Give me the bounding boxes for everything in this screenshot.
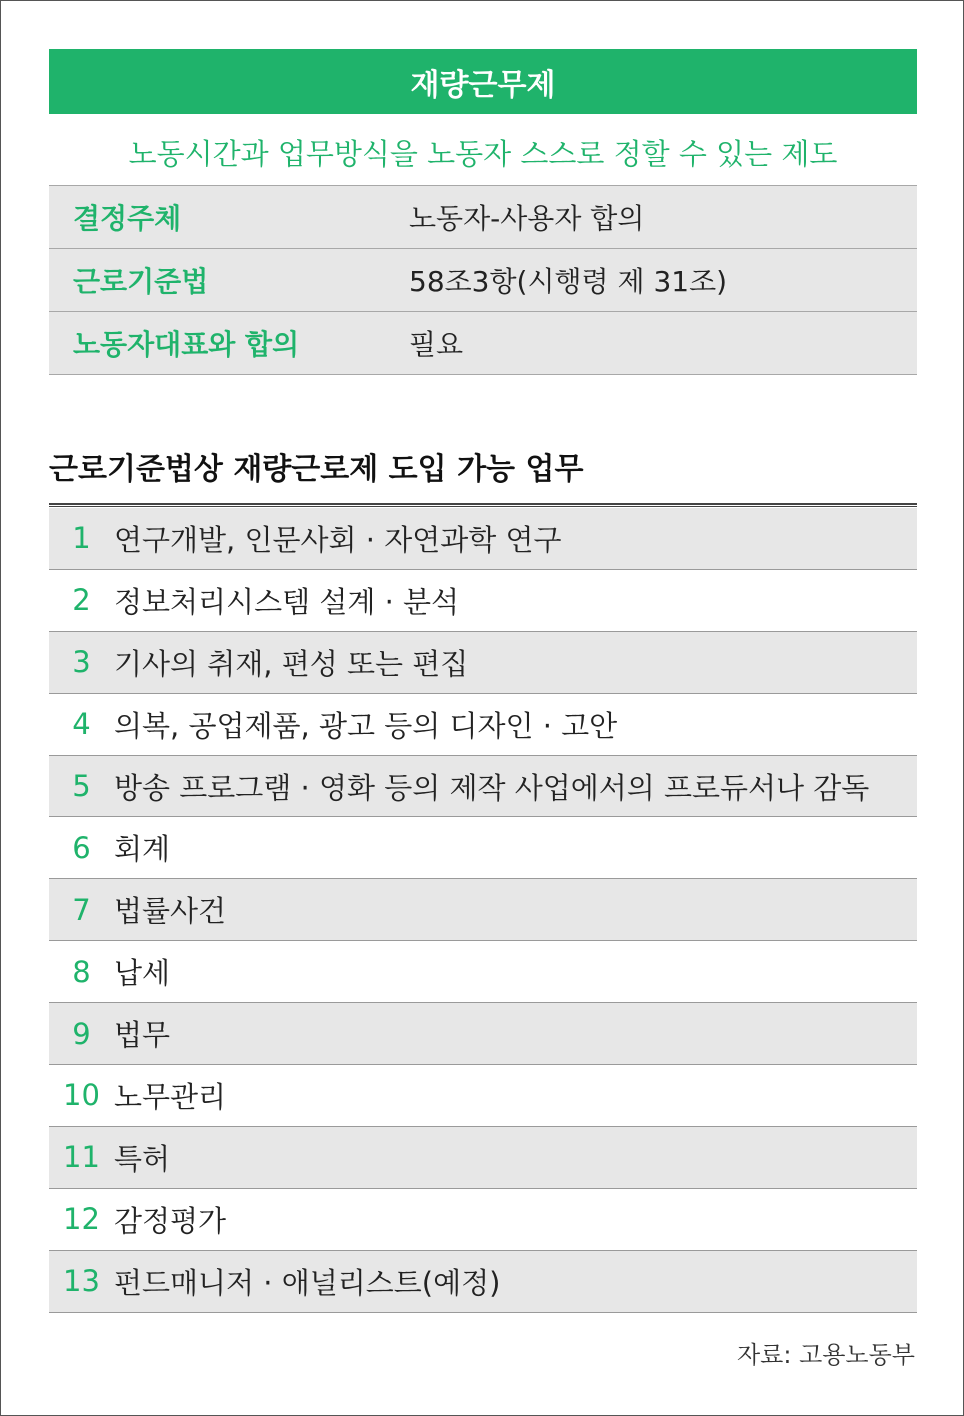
item-text: 기사의 취재, 편성 또는 편집 [114,646,469,681]
info-value: 58조3항(시행령 제 31조) [409,265,728,298]
item-number: 6 [72,830,91,865]
jobs-list [49,508,917,1313]
item-text: 펀드매니저 · 애널리스트(예정) [114,1265,501,1300]
list-item [49,508,917,570]
item-text: 특허 [114,1141,171,1176]
info-row [49,312,917,375]
item-number: 10 [63,1078,100,1113]
item-text: 노무관리 [114,1079,227,1114]
item-text: 방송 프로그램 · 영화 등의 제작 사업에서의 프로듀서나 감독 [114,770,870,805]
list-item [49,1189,917,1251]
item-text: 정보처리시스템 설계 · 분석 [114,584,460,619]
list-item [49,756,917,818]
item-text: 납세 [114,956,171,991]
list-item [49,879,917,941]
source-note: 자료: 고용노동부 [736,1341,915,1369]
item-number: 2 [72,583,91,618]
info-label: 근로기준법 [73,265,209,298]
item-text: 회계 [114,832,171,867]
item-text: 법무 [114,1018,171,1053]
list-item [49,1003,917,1065]
list-item [49,632,917,694]
item-number: 1 [72,521,91,556]
section-divider [49,503,917,507]
list-item [49,1065,917,1127]
item-number: 12 [63,1202,100,1237]
table-subtitle: 노동시간과 업무방식을 노동자 스스로 정할 수 있는 제도 [128,136,838,171]
section-title: 근로기준법상 재량근로제 도입 가능 업무 [49,452,584,487]
item-text: 의복, 공업제품, 광고 등의 디자인 · 고안 [114,708,618,743]
info-row [49,186,917,249]
info-row [49,249,917,312]
item-number: 4 [72,707,91,742]
info-table [49,185,917,375]
list-item [49,1127,917,1189]
info-value: 필요 [409,328,464,361]
info-label: 노동자대표와 합의 [73,328,300,361]
list-item [49,570,917,632]
item-number: 7 [72,892,91,927]
list-item [49,817,917,879]
item-number: 5 [72,769,91,803]
item-text: 감정평가 [114,1203,227,1238]
list-item [49,1251,917,1313]
info-value: 노동자-사용자 합의 [409,202,645,235]
item-text: 연구개발, 인문사회 · 자연과학 연구 [114,522,562,557]
list-item [49,694,917,756]
item-number: 3 [72,645,91,680]
item-text: 법률사건 [114,894,227,929]
item-number: 11 [63,1140,100,1175]
item-number: 13 [63,1264,100,1299]
info-label: 결정주체 [73,202,182,235]
item-number: 9 [72,1016,91,1051]
item-number: 8 [72,954,91,989]
list-item [49,941,917,1003]
table-title: 재량근무제 [49,49,917,114]
